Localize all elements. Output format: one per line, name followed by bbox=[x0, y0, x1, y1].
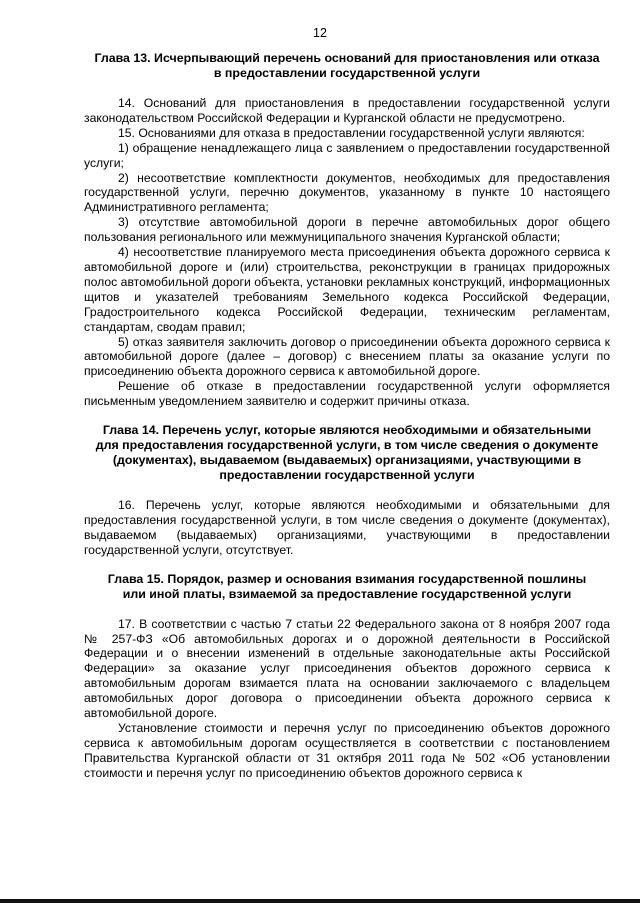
heading-line: Глава 14. Перечень услуг, которые являются необходимыми и обязательными bbox=[102, 423, 592, 438]
paragraph-15-item-3: 3) отсутствие автомобильной дороги в перечне автомобильных дорог общего пользования регионального или межмуниципального значения Курганской области; bbox=[84, 215, 610, 245]
chapter-13-heading bbox=[84, 51, 610, 81]
paragraph-cost-establishment: Установление стоимости и перечня услуг по присоединению объектов дорожного сервиса к автомобильным дорогам осуществляется в соответствии с постановлением Правительства Курганской области от 31 октября 2011 года № 502 «Об установлении стоимости и перечня услуг по присоединению объектов дорожного сервиса к bbox=[84, 721, 610, 780]
paragraph-15: 15. Основаниями для отказа в предоставлении государственной услуги являются: bbox=[118, 125, 585, 140]
paragraph-15-item-5: 5) отказ заявителя заключить договор о присоединении объекта дорожного сервиса к автомобильной дороге (далее – договор) с внесением платы за оказание услуги по присоединению объекта дорожного сервиса к автомобильной дороге. bbox=[84, 334, 610, 379]
paragraph-16: 16. Перечень услуг, которые являются необходимыми и обязательными для предоставления государственной услуги, в том числе сведения о документе (документах), выдаваемом (выдаваемых) организациями, участвующими в предоставлении государственной услуги, отсутствует. bbox=[84, 498, 610, 557]
paragraph-15-item-4: 4) несоответствие планируемого места присоединения объекта дорожного сервиса к автомобильной дороге и (или) строительства, реконструкции в границах придорожных полос автомобильной дороги объекта, установки рекламных конструкций, информационных щитов и указателей требованиям Земельного кодекса Российской Федерации, Градостроительного кодекса Российской Федерации, техническим регламентам, стандартам, сводам правил; bbox=[84, 245, 610, 334]
heading-line: (документах), выдаваемом (выдаваемых) организациями, участвующими в bbox=[112, 453, 582, 468]
heading-line: или иной платы, взимаемой за предоставление государственной услуги bbox=[122, 586, 572, 601]
paragraph-15-item-2: 2) несоответствие комплектности документов, необходимых для предоставления государственной услуги, перечню документов, указанному в пункте 10 настоящего Административного регламента; bbox=[84, 170, 610, 215]
heading-line: предоставлении государственной услуги bbox=[219, 468, 475, 483]
paragraph-refusal-decision: Решение об отказе в предоставлении государственной услуги оформляется письменным уведомлением заявителю и содержит причины отказа. bbox=[84, 379, 610, 409]
scan-bottom-edge bbox=[0, 899, 640, 903]
document-body bbox=[84, 51, 610, 781]
page-number: 12 bbox=[313, 26, 327, 40]
heading-line: Глава 15. Порядок, размер и основания взимания государственной пошлины bbox=[107, 571, 587, 586]
chapter-14-heading bbox=[84, 423, 610, 483]
heading-line: в предоставлении государственной услуги bbox=[213, 66, 481, 80]
paragraph-14: 14. Оснований для приостановления в предоставлении государственной услуги законодательством Российской Федерации и Курганской области не предусмотрено. bbox=[84, 96, 610, 125]
chapter-15-heading bbox=[84, 572, 610, 602]
heading-line: для предоставления государственной услуги, в том числе сведения о документе bbox=[95, 438, 599, 453]
paragraph-15-item-1: 1) обращение ненадлежащего лица с заявлением о предоставлении государственной услуги; bbox=[84, 140, 610, 170]
paragraph-17: 17. В соответствии с частью 7 статьи 22 Федерального закона от 8 ноября 2007 года № 257-ФЗ «Об автомобильных дорогах и о дорожной деятельности в Российской Федерации и о внесении изменений в отдельные законодательные акты Российской Федерации» за оказание услуг присоединения объектов дорожного сервиса к автомобильным дорогам взимается плата на основании заключаемого с владельцем автомобильных дорог договора о присоединении объекта дорожного сервиса к автомобильной дороге. bbox=[84, 616, 610, 721]
heading-line: Глава 13. Исчерпывающий перечень оснований для приостановления или отказа bbox=[94, 51, 600, 65]
